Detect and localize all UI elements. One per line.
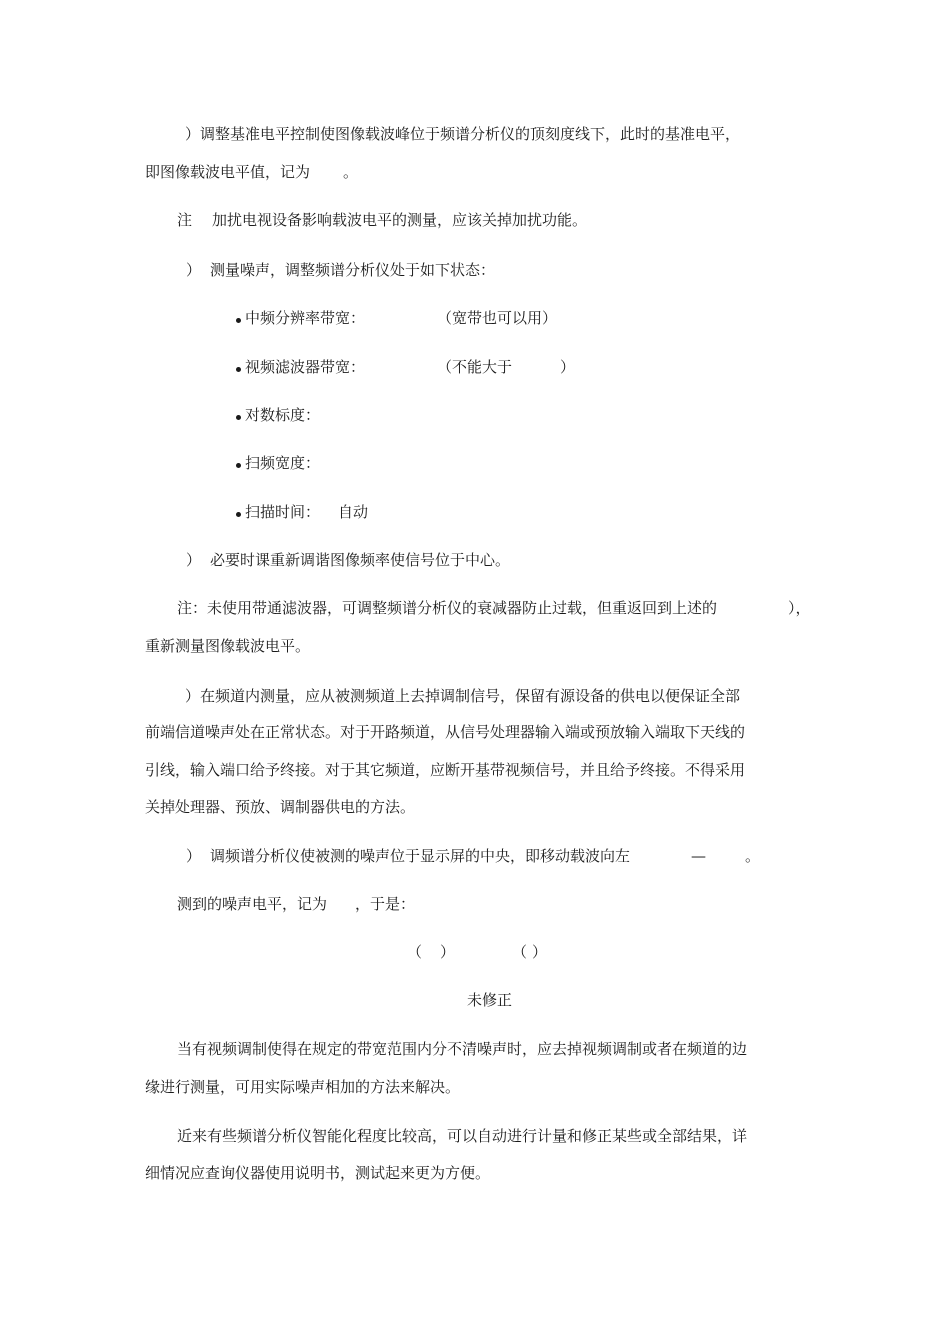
formula-left-close: ） [440, 943, 456, 961]
step-measure-noise-text: 测量噪声，调整频谱分析仪处于如下状态： [210, 261, 496, 279]
step-measure-noise-marker: ） [186, 261, 202, 279]
setting-value: （宽带也可以用） [437, 309, 558, 327]
bullet-icon [236, 463, 241, 468]
para-smart-line: 细情况应查询仪器使用说明书，测试起来更为方便。 [145, 1164, 491, 1182]
step-retune-marker: ） [186, 551, 202, 569]
noise-level-end: ，于是： [355, 895, 416, 913]
setting-label: 对数标度： [245, 406, 321, 424]
step-center-noise-end: 。 [745, 847, 761, 865]
para-video-mod-line: 当有视频调制使得在规定的带宽范围内分不清噪声时，应去掉视频调制或者在频道的边 [177, 1040, 748, 1058]
formula-right-open: （ [512, 943, 528, 961]
note-scrambler-text: 加扰电视设备影响载波电平的测量，应该关掉加扰功能。 [212, 211, 588, 229]
step-center-noise-text: 调频谱分析仪使被测的噪声位于显示屏的中央，即移动载波向左 [210, 847, 631, 865]
step-in-channel-line: 引线，输入端口给予终接。对于其它频道，应断开基带视频信号，并且给予终接。不得采用 [145, 761, 746, 779]
bullet-icon [236, 415, 241, 420]
setting-label: 中频分辨率带宽： [245, 309, 366, 327]
step-center-noise-marker: ） [186, 847, 202, 865]
step-in-channel-line: 关掉处理器、预放、调制器供电的方法。 [145, 798, 416, 816]
para-video-mod-line: 缘进行测量，可用实际噪声相加的方法来解决。 [145, 1078, 461, 1096]
bullet-icon [236, 367, 241, 372]
setting-value: （不能大于 [437, 358, 513, 376]
step-reference-level-line2-end: 。 [343, 163, 359, 181]
setting-value: 自动 [338, 503, 369, 521]
step-in-channel-line: 前端信道噪声处在正常状态。对于开路频道，从信号处理器输入端或预放输入端取下天线的 [145, 723, 746, 741]
step-reference-level-line1: ）调整基准电平控制使图像载波峰位于频谱分析仪的顶刻度线下，此时的基准电平， [185, 125, 741, 143]
bullet-icon [236, 512, 241, 517]
bullet-icon [236, 318, 241, 323]
formula-right-close: ） [532, 943, 548, 961]
step-center-noise-dash: — [691, 847, 706, 865]
step-reference-level-line2: 即图像载波电平值，记为 [145, 163, 311, 181]
setting-value-end: ） [560, 358, 576, 376]
setting-label: 扫描时间： [245, 503, 321, 521]
formula-left-open: （ [407, 943, 423, 961]
setting-label: 扫频宽度： [245, 454, 321, 472]
note-attenuator-line1: 注：未使用带通滤波器，可调整频谱分析仪的衰减器防止过载，但重返回到上述的 [177, 599, 718, 617]
uncorrected-label: 未修正 [467, 991, 513, 1009]
para-smart-line: 近来有些频谱分析仪智能化程度比较高，可以自动进行计量和修正某些或全部结果，详 [177, 1127, 748, 1145]
step-retune-text: 必要时课重新调谐图像频率使信号位于中心。 [210, 551, 511, 569]
note-attenuator-line2: 重新测量图像载波电平。 [145, 637, 311, 655]
note-attenuator-line1-end: ）， [788, 599, 811, 617]
setting-label: 视频滤波器带宽： [245, 358, 366, 376]
noise-level-text: 测到的噪声电平，记为 [177, 895, 328, 913]
step-in-channel-line: ）在频道内测量，应从被测频道上去掉调制信号，保留有源设备的供电以便保证全部 [185, 687, 741, 705]
note-scrambler-label: 注 [177, 211, 193, 229]
